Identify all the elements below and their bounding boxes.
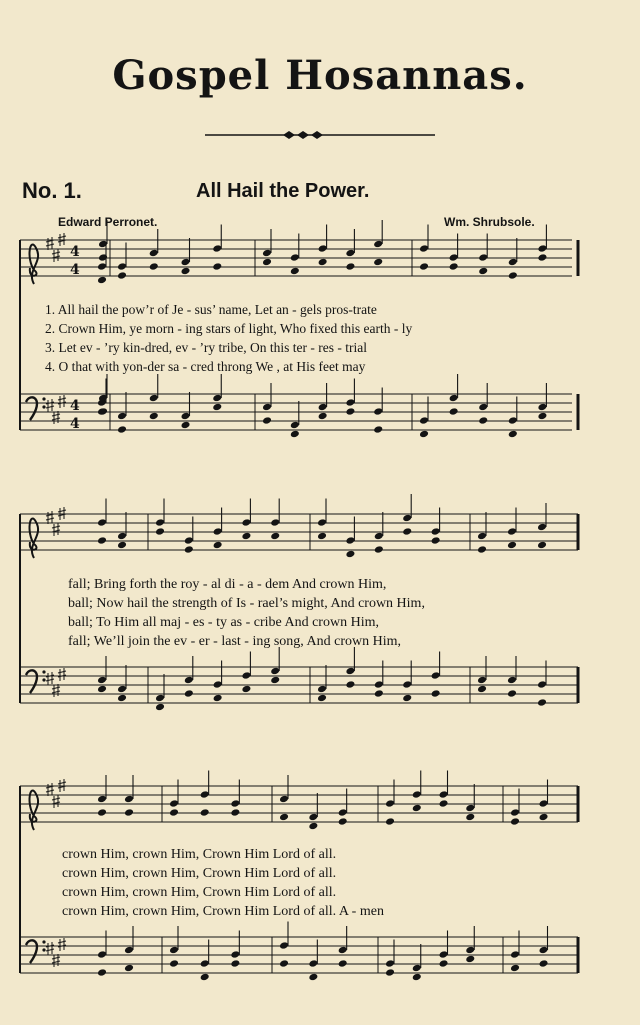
treble-staff xyxy=(20,771,578,831)
verse-1-line-2: fall; Bring forth the roy - al di - a - dem And crown Him, xyxy=(68,577,387,592)
bass-clef-icon xyxy=(26,940,46,963)
svg-text:4: 4 xyxy=(70,416,80,432)
verse-2-line-2: ball; Now hail the strength of Is - rael’s might, And crown Him, xyxy=(68,596,425,611)
verse-1-line-1: 1. All hail the pow’r of Je - sus’ name, Let an - gels pros-trate xyxy=(45,302,377,317)
treble-clef-icon xyxy=(30,791,39,830)
composer-credit: Wm. Shrubsole. xyxy=(444,215,535,229)
svg-text:4: 4 xyxy=(70,262,80,278)
verse-2-line-3: crown Him, crown Him, Crown Him Lord of all. xyxy=(62,866,337,881)
verse-4-line-1: 4. O that with yon-der sa - cred throng We , at His feet may xyxy=(45,359,366,374)
verse-3-line-1: 3. Let ev - ’ry kin-dred, ev - ’ry tribe, On this ter - res - trial xyxy=(45,340,368,355)
bass-clef-icon xyxy=(26,670,46,693)
verse-3-line-2: ball; To Him all maj - es - ty as - cribe And crown Him, xyxy=(68,615,379,630)
bass-staff xyxy=(20,647,578,711)
treble-staff xyxy=(20,220,572,284)
verse-4-line-2: fall; We’ll join the ev - er - last - ing song, And crown Him, xyxy=(68,634,401,649)
key-signature-icon xyxy=(46,507,66,697)
time-signature-icon xyxy=(70,244,80,432)
treble-clef-icon xyxy=(30,519,39,558)
verse-4-line-3: crown Him, crown Him, Crown Him Lord of all. A - men xyxy=(62,904,384,919)
svg-text:4: 4 xyxy=(70,398,80,414)
verse-1-line-3: crown Him, crown Him, Crown Him Lord of all. xyxy=(62,847,337,862)
bass-staff xyxy=(20,374,572,438)
bass-staff xyxy=(20,922,578,982)
treble-clef-icon xyxy=(30,245,39,284)
verse-2-line-1: 2. Crown Him, ye morn - ing stars of light, Who fixed this earth - ly xyxy=(45,321,413,336)
book-title: Gospel Hosannas. xyxy=(112,52,528,99)
hymn-title: All Hail the Power. xyxy=(196,180,370,202)
treble-staff xyxy=(20,494,578,558)
bass-clef-icon xyxy=(26,397,46,420)
ornament-divider xyxy=(205,128,435,142)
verse-3-line-3: crown Him, crown Him, Crown Him Lord of all. xyxy=(62,885,337,900)
svg-text:4: 4 xyxy=(70,244,80,260)
lyricist-credit: Edward Perronet. xyxy=(58,215,158,229)
hymn-number: No. 1. xyxy=(22,178,82,203)
